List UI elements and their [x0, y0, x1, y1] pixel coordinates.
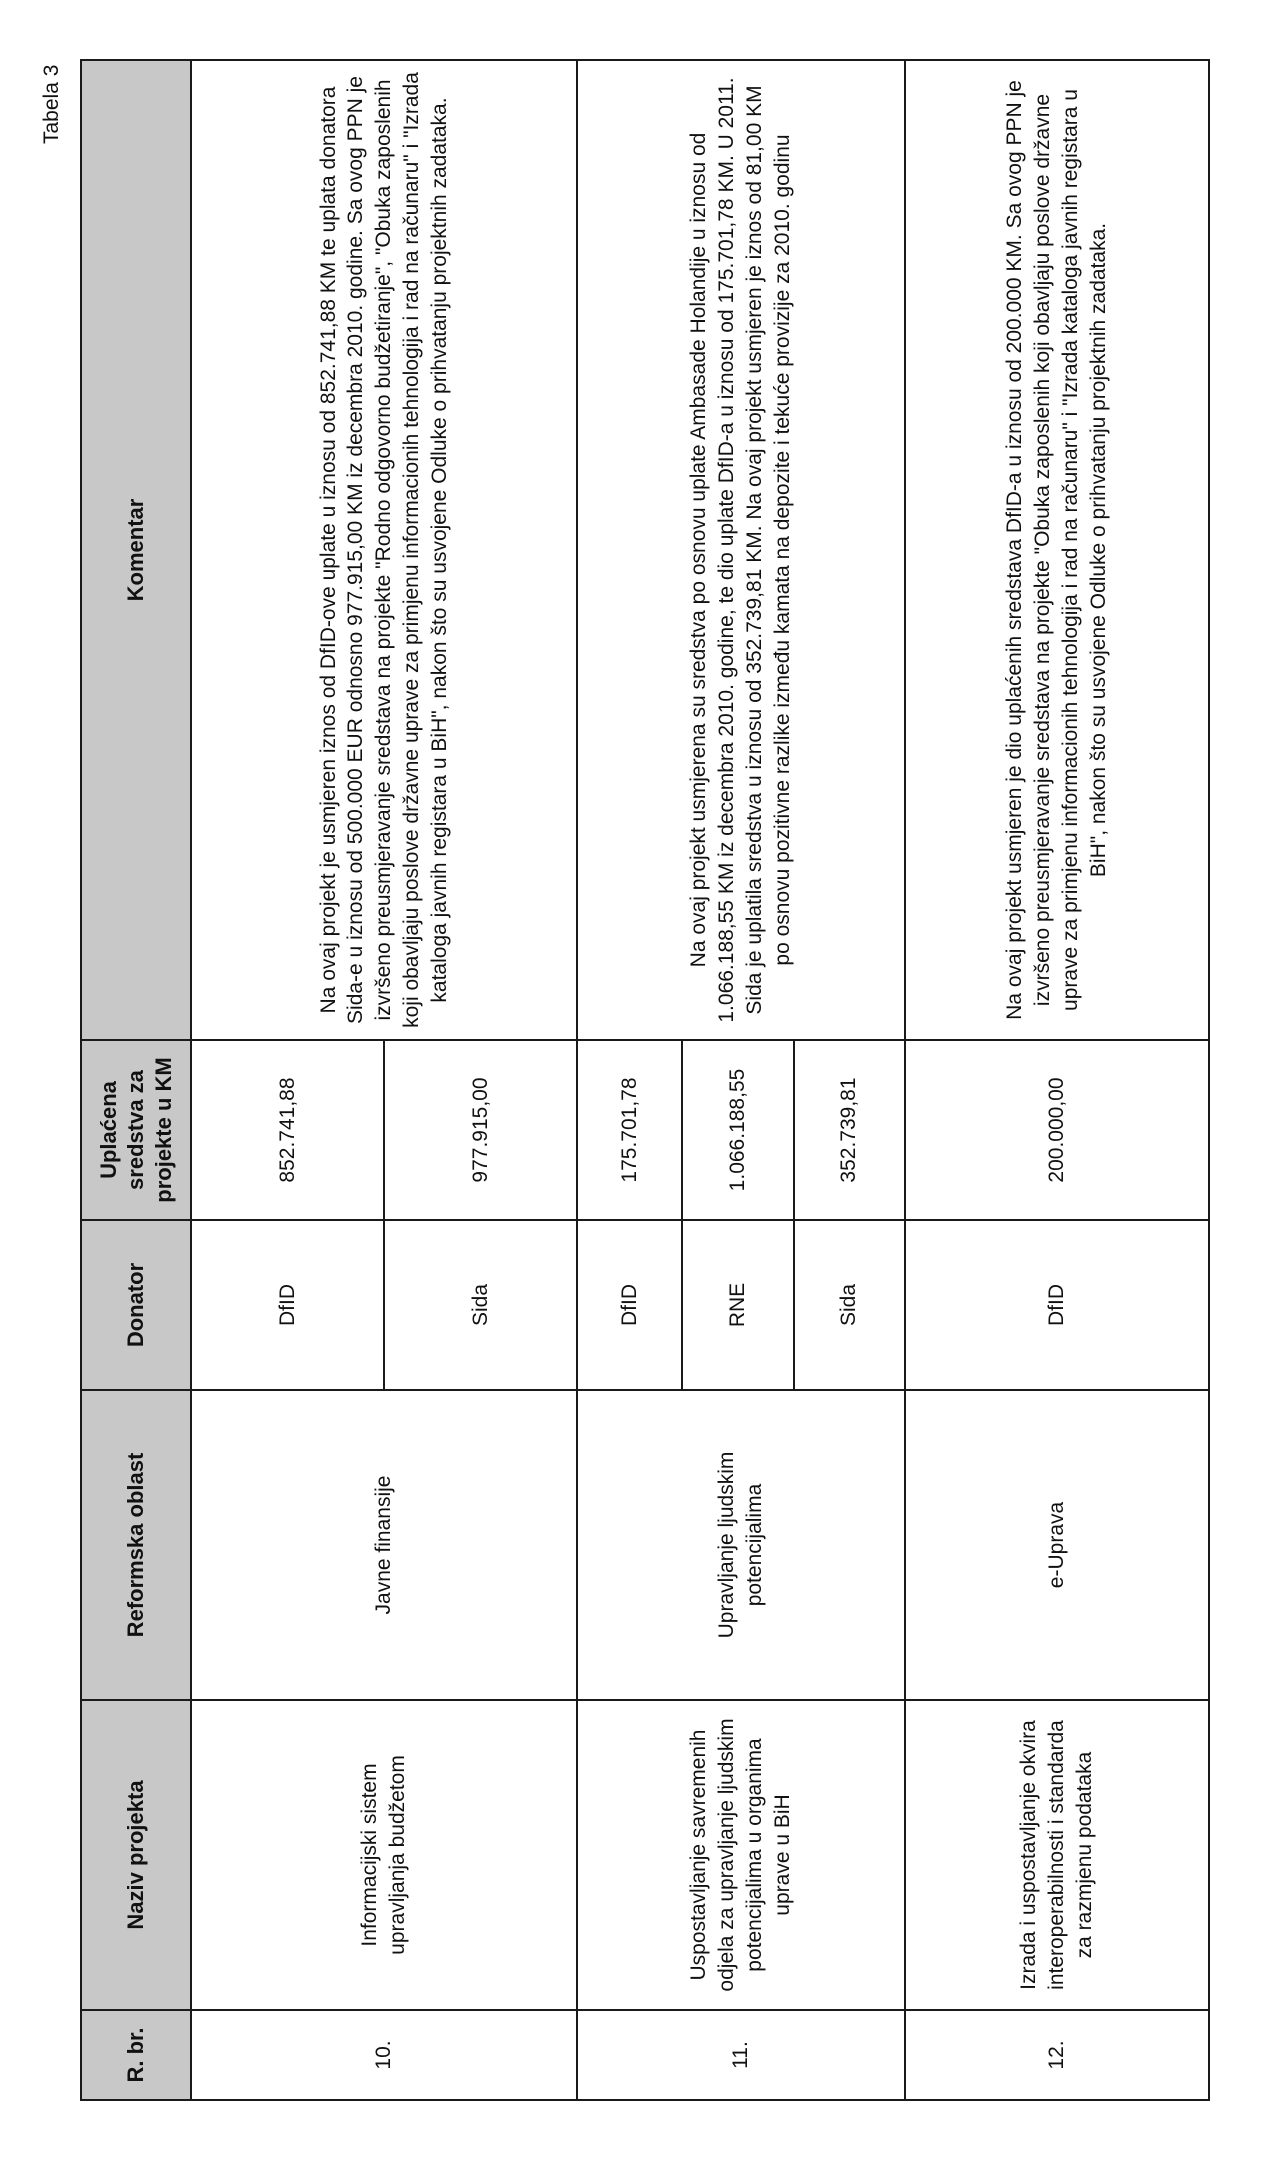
- header-rbr: R. br.: [81, 2010, 191, 2100]
- row-number: 11.: [577, 2010, 905, 2100]
- donor-amount: 977.915,00: [384, 1040, 577, 1220]
- header-komentar: Komentar: [81, 60, 191, 1040]
- reform-area: Upravljanje ljudskim potencijalima: [577, 1390, 905, 1700]
- project-comment: Na ovaj projekt je usmjeren iznos od DfID-ove uplate u iznosu od 852.741,88 KM te uplata donatora Sida-e u iznosu od 500.000 EUR odnosno 977.915,00 KM iz decembra 2010. godine. Sa ovog PPN je izvršeno preusmjeravanje sredstava na projekte "Rodno odgovorno budžetiranje", "Obuka zaposlenih koji obavljaju poslove državne uprave za primjenu informacionih tehnologija i rad na računaru" i "Izrada kataloga javnih registara u BiH", nakon što su usvojene Odluke o prihvatanju projektnih zadataka.: [191, 60, 577, 1040]
- header-sredstva: Uplaćena sredstva za projekte u KM: [81, 1040, 191, 1220]
- table-caption: Tabela 3: [40, 64, 63, 144]
- project-name: Informacijski sistem upravljanja budžetom: [191, 1700, 577, 2010]
- donor-amount: 852.741,88: [191, 1040, 384, 1220]
- header-donator: Donator: [81, 1220, 191, 1390]
- donor-amount: 1.066.188,55: [682, 1040, 793, 1220]
- donor-name: RNE: [682, 1220, 793, 1390]
- header-naziv: Naziv projekta: [81, 1700, 191, 2010]
- project-comment: Na ovaj projekt usmjeren je dio uplaćenih sredstava DfID-a u iznosu od 200.000 KM. Sa ovog PPN je izvršeno preusmjeravanje sredstava na projekte "Obuka zaposlenih koji obavljaju poslove državne uprave za primjenu informacionih tehnologija i rad na računaru" i "Izrada kataloga javnih registara u BiH", nakon što su usvojene Odluke o prihvatanju projektnih zadataka.: [905, 60, 1209, 1040]
- project-name: Izrada i uspostavljanje okvira interoperabilnosti i standarda za razmjenu podataka: [905, 1700, 1209, 2010]
- donor-name: DfID: [191, 1220, 384, 1390]
- reform-area: Javne finansije: [191, 1390, 577, 1700]
- reform-area: e-Uprava: [905, 1390, 1209, 1700]
- project-comment: Na ovaj projekt usmjerena su sredstva po osnovu uplate Ambasade Holandije u iznosu od 1.066.188,55 KM iz decembra 2010. godine, te dio uplate DfID-a u iznosu od 175.701,78 KM. U 2011. Sida je uplatila sredstva u iznosu od 352.739,81 KM. Na ovaj projekt usmjeren je iznos od 81,00 KM po osnovu pozitivne razlike između kamata na depozite i tekuće provizije za 2010. godinu: [577, 60, 905, 1040]
- table-row: [191, 60, 384, 2100]
- row-number: 10.: [191, 2010, 577, 2100]
- donor-name: DfID: [905, 1220, 1209, 1390]
- table-row: [577, 60, 682, 2100]
- donor-amount: 352.739,81: [794, 1040, 905, 1220]
- row-number: 12.: [905, 2010, 1209, 2100]
- project-name: Uspostavljanje savremenih odjela za upravljanje ljudskim potencijalima u organima uprave u BiH: [577, 1700, 905, 2010]
- header-oblast: Reformska oblast: [81, 1390, 191, 1700]
- donor-amount: 175.701,78: [577, 1040, 682, 1220]
- table-row: [905, 60, 1209, 2100]
- donor-name: Sida: [794, 1220, 905, 1390]
- header-row: [81, 60, 191, 2100]
- donor-amount: 200.000,00: [905, 1040, 1209, 1220]
- donor-name: DfID: [577, 1220, 682, 1390]
- donor-name: Sida: [384, 1220, 577, 1390]
- projects-table: [80, 59, 1210, 2101]
